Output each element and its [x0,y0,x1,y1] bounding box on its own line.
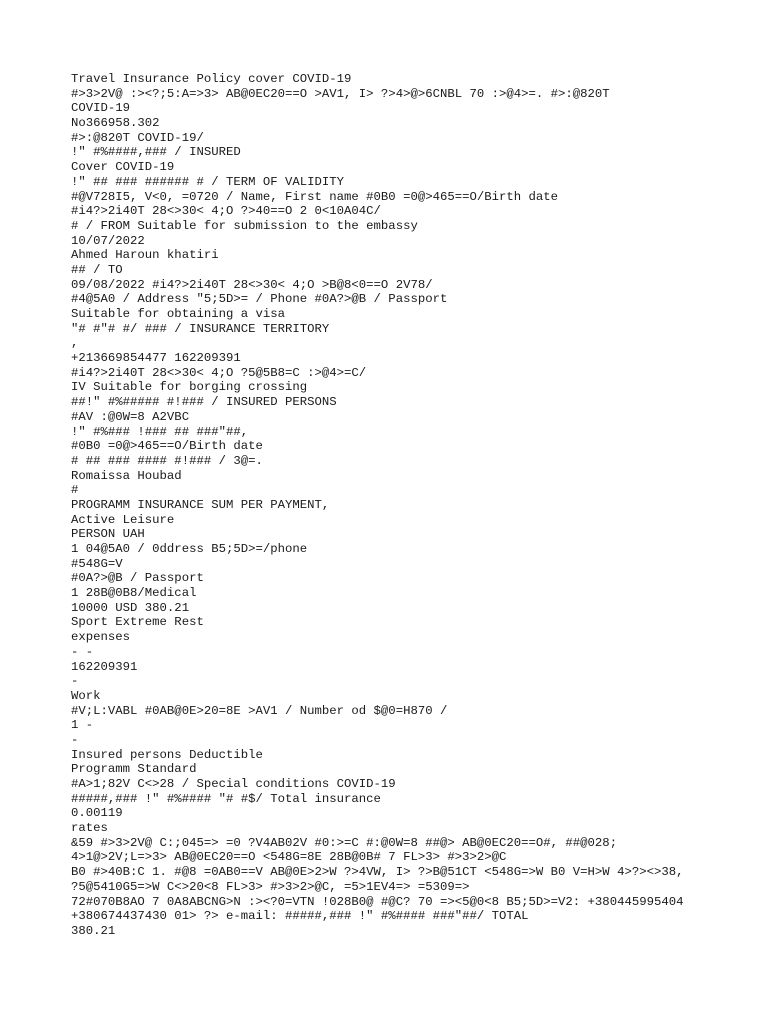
text-line: #4@5A0 / Address "5;5D>= / Phone #0A?>@B / Passport [71,292,448,307]
text-line: PROGRAMM INSURANCE SUM PER PAYMENT, [71,497,330,512]
text-line: Romaissa Houbad [71,468,182,483]
text-line: , [71,336,79,351]
text-line: 1 28B@0B8/Medical [71,586,197,601]
text-line: - [71,674,79,689]
text-line: Insured persons Deductible [71,747,263,762]
text-line: Sport Extreme Rest [71,615,204,630]
text-line: # / FROM Suitable for submission to the embassy [71,218,418,233]
text-line: B0 #>40B:C 1. #@8 =0AB0==V AB@0E>2>W ?>4VW, I> ?>B@51CT <548G=>W B0 V=H>W 4>?><>38, [71,865,684,880]
text-line: #0B0 =0@>465==O/Birth date [71,439,263,454]
text-line: #>3>2V@ :><?;5:A=>3> AB@0EC20==O >AV1, I> ?>4>@>6CNBL 70 :>@4>=. #>:@820T [71,86,610,101]
text-line: #V;L:VABL #0AB@0E>20=8E >AV1 / Number od $@0=H870 / [71,703,448,718]
text-line: 380.21 [71,923,116,938]
text-line: No366958.302 [71,116,160,131]
text-line: ## / TO [71,262,123,277]
text-line: ##!" #%##### #!### / INSURED PERSONS [71,395,337,410]
text-line: Active Leisure [71,512,175,527]
text-line: rates [71,821,108,836]
text-line: +213669854477 162209391 [71,351,241,366]
text-line: Cover COVID-19 [71,160,175,175]
text-line: #>:@820T COVID-19/ [71,130,204,145]
text-line: expenses [71,630,131,645]
text-line: 1 04@5A0 / 0ddress B5;5D>=/phone [71,542,308,556]
text-line: !" #%####,### / INSURED [71,145,241,160]
text-line: 4>1@>2V;L=>3> AB@0EC20==O <548G=8E 28B@0B# 7 FL>3> #>3>2>@C [71,850,507,865]
text-line: IV Suitable for borging crossing [71,380,308,395]
text-line: #####,### !" #%#### "# #$/ Total insurance [71,791,381,806]
text-line: # ## ### #### #!### / 3@=. [71,453,263,468]
text-line: ?5@5410G5=>W C<>20<8 FL>3> #>3>2>@C, =5>1EV4=> =5309=> [71,879,470,894]
text-line: &59 #>3>2V@ C:;045=> =0 ?V4AB02V #0:>=C #:@0W=8 ##@> AB@0EC20==O#, ##@028; [71,835,618,850]
text-line: 162209391 [71,659,138,674]
text-line: Ahmed Haroun khatiri [71,248,219,263]
text-line: !" ## ### ###### # / TERM OF VALIDITY [71,174,345,189]
text-line: !" #%### !### ## ###"##, [71,424,249,439]
text-line: 0.00119 [71,806,123,821]
text-line: "# #"# #/ ### / INSURANCE TERRITORY [71,321,330,336]
text-line: #i4?>2i40T 28<>30< 4;O ?>40==O 2 0<10A04C/ [71,204,381,219]
text-line: - [71,732,79,747]
text-line: +380674437430 01> ?> e-mail: #####,### !" #%#### ###"##/ TOTAL [71,909,529,924]
text-line: #@V728I5, V<0, =0720 / Name, First name #0B0 =0@>465==O/Birth date [71,189,559,204]
text-line: # [71,483,79,498]
text-line: - - [71,644,94,659]
text-line: PERSON UAH [71,527,145,542]
text-line: #548G=V [71,556,123,571]
text-line: Travel Insurance Policy cover COVID-19 [71,72,352,86]
text-line: 10/07/2022 [71,233,145,248]
text-line: 1 - [71,718,94,733]
text-line: 10000 USD 380.21 [71,600,190,615]
text-line: 72#070B8AO 7 0A8ABCNG>N :><?0=VTN !028B0@ #@C? 70 =><5@0<8 B5;5D>=V2: +380445995404 [71,894,684,909]
text-line: #AV :@0W=8 A2VBC [71,409,190,424]
text-line: #0A?>@B / Passport [71,571,204,586]
policy-text [71,72,684,939]
text-line: COVID-19 [71,101,131,116]
text-line: Suitable for obtaining a visa [71,307,286,321]
text-line: #A>1;82V C<>28 / Special conditions COVID-19 [71,777,396,791]
text-line: 09/08/2022 #i4?>2i40T 28<>30< 4;O >B@8<0==O 2V78/ [71,277,433,292]
text-line: Work [71,688,101,703]
text-line: Programm Standard [71,762,197,777]
text-line: #i4?>2i40T 28<>30< 4;O ?5@5B8=C :>@4>=C/ [71,365,367,380]
